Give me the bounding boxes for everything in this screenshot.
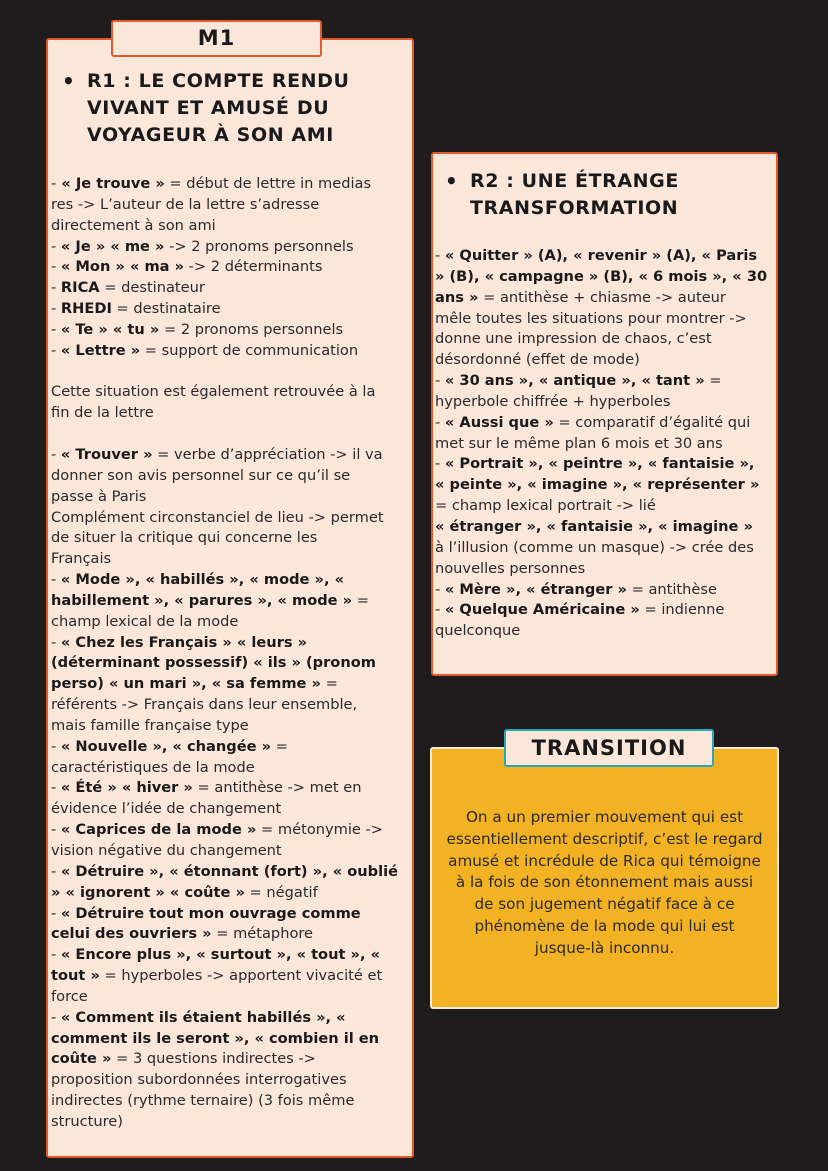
bold-quote: » « ignorent » « coûte » xyxy=(51,883,245,901)
text-segment: - xyxy=(435,247,445,264)
text-line xyxy=(435,329,775,350)
text-line xyxy=(51,695,411,716)
bold-quote: « Été » « hiver » xyxy=(60,779,193,797)
bold-quote: ans » xyxy=(435,288,479,306)
text-line xyxy=(51,778,411,799)
text-line xyxy=(51,174,411,195)
text-segment: caractéristiques de la mode xyxy=(51,758,255,776)
transition-line: à la fois de son étonnement mais aussi xyxy=(455,873,754,892)
text-segment: évidence l’idée de changement xyxy=(51,800,282,818)
text-segment: - xyxy=(51,258,61,276)
text-line xyxy=(51,278,411,299)
text-line xyxy=(51,1029,411,1050)
text-segment: - xyxy=(51,946,61,964)
text-line xyxy=(51,987,411,1008)
text-segment: - xyxy=(435,413,445,431)
bold-quote: « Détruire tout mon ouvrage comme xyxy=(60,904,361,922)
bold-quote: « Mère », « étranger » xyxy=(444,580,627,598)
text-line xyxy=(435,309,775,330)
text-segment: - xyxy=(51,571,61,589)
text-segment: - xyxy=(51,633,61,651)
text-line xyxy=(435,475,775,496)
text-segment: = 3 questions indirectes -> xyxy=(111,1050,316,1068)
r1-title-line: VOYAGEUR À SON AMI xyxy=(87,124,334,146)
text-segment: - xyxy=(435,580,445,598)
text-line xyxy=(435,267,775,288)
text-line xyxy=(51,612,411,633)
bullet-icon: • xyxy=(62,69,76,93)
text-line xyxy=(51,1049,411,1070)
text-line xyxy=(51,674,411,695)
text-line xyxy=(51,445,411,466)
text-line xyxy=(435,392,775,413)
text-line xyxy=(435,434,775,455)
text-segment: - xyxy=(51,862,61,880)
text-segment: - xyxy=(51,300,61,318)
text-line xyxy=(51,570,411,591)
text-line xyxy=(435,454,775,475)
text-line xyxy=(51,799,411,820)
text-segment: res -> L’auteur de la lettre s’adresse xyxy=(51,195,320,213)
text-segment: - xyxy=(51,320,61,338)
text-segment: = début de lettre in medias xyxy=(164,175,372,192)
text-segment: proposition subordonnées interrogatives xyxy=(51,1071,347,1089)
text-segment: = xyxy=(352,591,369,609)
text-line xyxy=(435,350,775,371)
text-line xyxy=(435,600,775,621)
text-segment: = verbe d’appréciation -> il va xyxy=(152,445,383,463)
text-segment: force xyxy=(51,987,88,1005)
text-segment: indirectes (rythme ternaire) (3 fois même xyxy=(51,1092,355,1110)
text-segment: - xyxy=(51,175,57,192)
text-segment: = métonymie -> xyxy=(256,821,384,839)
bold-quote: RICA xyxy=(60,279,100,297)
text-segment: de situer la critique qui concerne les xyxy=(51,529,318,547)
text-line xyxy=(51,653,411,674)
text-segment: - xyxy=(435,455,445,473)
text-line xyxy=(435,559,775,580)
r2-title-line: R2 : UNE ÉTRANGE xyxy=(470,170,679,192)
bold-quote: comment ils le seront », « combien il en xyxy=(51,1029,380,1047)
text-segment: - xyxy=(51,445,61,463)
text-segment: - xyxy=(51,341,61,359)
r2-body-text xyxy=(435,246,775,642)
bold-quote: « Portrait », « peintre », « fantaisie », xyxy=(444,455,755,473)
bold-quote: « peinte », « imagine », « représenter » xyxy=(435,476,760,494)
bold-quote: « 30 ans », « antique », « tant » xyxy=(444,372,705,390)
text-line xyxy=(51,1091,411,1112)
text-segment: - xyxy=(51,779,61,797)
bold-quote: « Je » « me » xyxy=(60,237,165,255)
text-line xyxy=(51,216,411,237)
bold-quote: « Quelque Américaine » xyxy=(444,601,640,619)
text-segment: - xyxy=(51,821,61,839)
text-segment: - xyxy=(51,1008,61,1026)
text-segment: = xyxy=(320,675,338,693)
text-segment: = métaphore xyxy=(211,925,314,943)
text-line xyxy=(435,371,775,392)
text-segment: champ lexical de la mode xyxy=(51,612,239,630)
text-segment: hyperbole chiffrée + hyperboles xyxy=(435,392,671,410)
transition-text xyxy=(432,807,777,960)
r2-heading xyxy=(445,168,760,222)
r1-heading xyxy=(62,68,387,149)
text-line xyxy=(435,538,775,559)
r1-title-line: R1 : LE COMPTE RENDU xyxy=(87,70,350,92)
text-segment: = xyxy=(704,372,722,390)
text-segment: = antithèse xyxy=(626,580,717,598)
text-line xyxy=(51,508,411,529)
text-line xyxy=(51,924,411,945)
text-segment: mêle toutes les situations pour montrer -> xyxy=(435,309,747,327)
text-segment: Complément circonstanciel de lieu -> permet xyxy=(51,508,384,526)
text-segment: - xyxy=(51,904,61,922)
text-segment: -> 2 déterminants xyxy=(184,258,323,276)
r1-title-line: VIVANT ET AMUSÉ DU xyxy=(87,97,330,119)
text-line xyxy=(51,487,411,508)
text-segment: = 2 pronoms personnels xyxy=(159,320,344,338)
text-segment: Français xyxy=(51,550,112,568)
text-line xyxy=(51,299,411,320)
text-segment: - xyxy=(435,372,445,390)
text-line xyxy=(51,633,411,654)
text-segment: = négatif xyxy=(244,883,318,901)
text-line xyxy=(51,1112,411,1133)
transition-line: On a un premier mouvement qui est xyxy=(465,808,744,826)
transition-label: TRANSITION xyxy=(504,729,714,767)
text-line xyxy=(51,528,411,549)
text-line xyxy=(51,737,411,758)
text-line xyxy=(51,341,411,362)
text-line xyxy=(51,841,411,862)
text-line xyxy=(435,496,775,517)
bullet-icon: • xyxy=(445,169,459,193)
bold-quote: » (B), « campagne » (B), « 6 mois », « 30 xyxy=(435,267,768,285)
text-segment: Cette situation est également retrouvée à la xyxy=(51,383,376,401)
transition-line: essentiellement descriptif, c’est le regard xyxy=(446,829,763,848)
transition-line: de son jugement négatif face à ce xyxy=(474,895,735,914)
bold-quote: (déterminant possessif) « ils » (pronom xyxy=(51,654,376,672)
blank-line xyxy=(51,424,411,445)
text-line xyxy=(51,1008,411,1029)
bold-quote: « Trouver » xyxy=(60,445,153,463)
text-line xyxy=(435,246,775,267)
text-segment: passe à Paris xyxy=(51,487,147,505)
bold-quote: habillement », « parures », « mode » xyxy=(51,591,353,609)
text-line xyxy=(51,549,411,570)
bold-quote: « Lettre » xyxy=(60,341,141,359)
text-line xyxy=(51,904,411,925)
r1-body-text xyxy=(51,174,411,1133)
blank-line xyxy=(51,362,411,383)
text-line xyxy=(51,257,411,278)
text-line xyxy=(51,382,411,403)
text-line xyxy=(51,820,411,841)
text-segment: nouvelles personnes xyxy=(435,559,586,577)
text-segment: = indienne xyxy=(639,601,725,619)
text-segment: = destinataire xyxy=(111,300,221,318)
text-line xyxy=(51,716,411,737)
transition-line: jusque-là inconnu. xyxy=(534,938,675,957)
bold-quote: coûte » xyxy=(51,1050,112,1068)
text-line xyxy=(51,862,411,883)
text-line xyxy=(51,758,411,779)
bold-quote: « Te » « tu » xyxy=(60,320,160,338)
text-line xyxy=(435,517,775,538)
m1-label: M1 xyxy=(111,20,322,57)
bold-quote: tout » xyxy=(51,967,100,985)
text-line xyxy=(51,237,411,258)
bold-quote: « Nouvelle », « changée » xyxy=(60,737,272,755)
text-segment: = support de communication xyxy=(140,341,359,359)
text-segment: - xyxy=(51,279,61,297)
bold-quote: « Aussi que » xyxy=(444,413,554,431)
text-segment: met sur le même plan 6 mois et 30 ans xyxy=(435,434,723,452)
text-line xyxy=(51,195,411,216)
text-line xyxy=(51,403,411,424)
transition-line: amusé et incrédule de Rica qui témoigne xyxy=(448,851,761,870)
text-line xyxy=(51,966,411,987)
text-line xyxy=(435,580,775,601)
text-segment: donne une impression de chaos, c’est xyxy=(435,330,712,348)
text-line xyxy=(51,1070,411,1091)
text-segment: donner son avis personnel sur ce qu’il se xyxy=(51,466,351,484)
text-segment: = antithèse + chiasme -> auteur xyxy=(478,288,726,306)
bold-quote: perso) « un mari », « sa femme » xyxy=(51,675,321,693)
text-segment: - xyxy=(51,737,61,755)
bold-quote: RHEDI xyxy=(60,300,112,318)
text-segment: à l’illusion (comme un masque) -> crée des xyxy=(435,538,754,556)
transition-line: phénomène de la mode qui lui est xyxy=(474,916,735,935)
text-segment: mais famille française type xyxy=(51,716,249,734)
text-segment: = antithèse -> met en xyxy=(192,779,362,797)
text-line xyxy=(51,591,411,612)
text-line xyxy=(51,466,411,487)
bold-quote: « Encore plus », « surtout », « tout », « xyxy=(60,946,381,964)
text-segment: structure) xyxy=(51,1112,123,1130)
text-segment: = champ lexical portrait -> lié xyxy=(435,497,656,515)
text-segment: directement à son ami xyxy=(51,216,216,234)
text-segment: fin de la lettre xyxy=(51,404,154,422)
text-line xyxy=(51,945,411,966)
bold-quote: « Chez les Français » « leurs » xyxy=(60,633,308,651)
r2-title-line: TRANSFORMATION xyxy=(470,197,679,219)
bold-quote: celui des ouvriers » xyxy=(51,925,212,943)
bold-quote: « Détruire », « étonnant (fort) », « oublié xyxy=(60,862,398,880)
text-line xyxy=(435,621,775,642)
bold-quote: « Quitter » (A), « revenir » (A), « Paris xyxy=(444,247,758,264)
bold-quote: « Caprices de la mode » xyxy=(60,821,257,839)
text-line xyxy=(435,413,775,434)
text-line xyxy=(51,320,411,341)
bold-quote: « étranger », « fantaisie », « imagine » xyxy=(435,517,753,535)
text-segment: - xyxy=(435,601,445,619)
text-segment: = destinateur xyxy=(99,279,205,297)
text-segment: vision négative du changement xyxy=(51,842,282,859)
text-segment: référents -> Français dans leur ensemble, xyxy=(51,696,358,714)
bold-quote: « Mode », « habillés », « mode », « xyxy=(60,571,345,589)
text-line xyxy=(435,288,775,309)
bold-quote: « Je trouve » xyxy=(56,175,165,192)
text-line xyxy=(51,883,411,904)
text-segment: -> 2 pronoms personnels xyxy=(164,237,354,255)
text-segment: = comparatif d’égalité qui xyxy=(553,413,751,431)
bold-quote: « Mon » « ma » xyxy=(60,258,185,276)
text-segment: désordonné (effet de mode) xyxy=(435,351,640,369)
text-segment: = xyxy=(271,737,288,755)
text-segment: quelconque xyxy=(435,622,521,640)
text-segment: = hyperboles -> apportent vivacité et xyxy=(99,967,383,985)
bold-quote: « Comment ils étaient habillés », « xyxy=(60,1008,346,1026)
text-segment: - xyxy=(51,237,61,255)
